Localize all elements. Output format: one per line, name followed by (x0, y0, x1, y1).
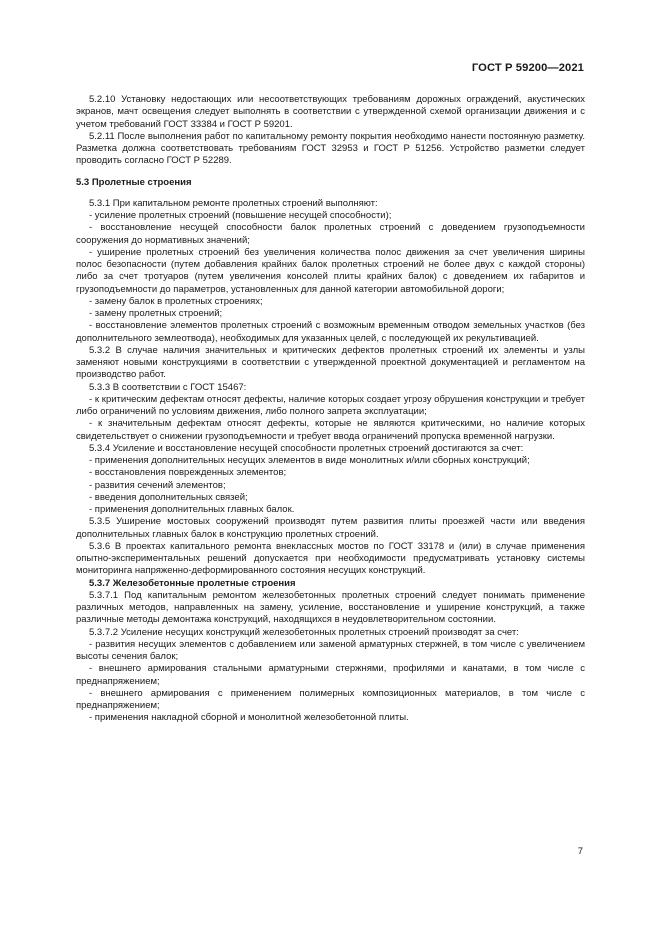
spacer (76, 189, 585, 198)
paragraph-5-3-5: 5.3.5 Уширение мостовых сооружений производят путем развития плиты проезжей части или введения дополнительных главных балок в конструкцию пролетных строений. (76, 516, 585, 540)
paragraph-5-3-7-1: 5.3.7.1 Под капитальным ремонтом железобетонных пролетных строений следует понимать применение различных методов, направленных на замену, усиление, восстановление и уширение конструкций, а также различные методы демонтажа конструкций, находящихся в неудовлетворительном состоянии. (76, 589, 585, 626)
list-item: - усиление пролетных строений (повышение несущей способности); (89, 210, 392, 221)
list-item: - введения дополнительных связей; (89, 491, 248, 503)
list-item: - уширение пролетных строений без увеличения количества полос движения за счет увеличения ширины полос безопасности (путем добавления крайних балок пролетных строений не более двух с каждой стороны) либо за счет тротуаров (путем увеличения консолей плиты крайних балок) с доведением их габаритов и грузоподъемности до параметров, установленных для данной категории автомобильной дороги; (76, 246, 585, 295)
document-body (76, 94, 585, 725)
page-number: 7 (577, 846, 583, 857)
list-item: - развития сечений элементов; (89, 479, 226, 491)
paragraph-5-3-6: 5.3.6 В проектах капитального ремонта внеклассных мостов по ГОСТ 33178 и (или) в случае применения опытно-экспериментальных решений допускается при необходимости предусматривать установку системы мониторинга напряженно-деформированного состояния несущих конструкций. (76, 540, 585, 577)
list-item: - развития несущих элементов с добавлением или заменой арматурных стержней, в том числе с увеличением высоты сечения балок; (76, 638, 585, 662)
list-item: - восстановление несущей способности балок пролетных строений с доведением грузоподъемности сооружения до нормативных значений; (76, 222, 585, 246)
paragraph-5-3-3: 5.3.3 В соответствии с ГОСТ 15467: (89, 381, 247, 393)
list-item: - замену балок в пролетных строениях; (89, 295, 263, 307)
list-item: - замену пролетных строений; (89, 308, 223, 319)
list-item: - применения накладной сборной и монолитной железобетонной плиты. (89, 712, 409, 724)
list-item: - применения дополнительных главных балок. (89, 504, 295, 515)
list-item: - к значительным дефектам относят дефекты, которые не являются критическими, но наличие которых свидетельствует о снижении грузоподъемности и требует ввода ограничений пропуска временной нагрузки. (76, 418, 585, 442)
list-item: - восстановления поврежденных элементов; (89, 467, 287, 479)
paragraph-5-3-2: 5.3.2 В случае наличия значительных и критических дефектов пролетных строений их элементы и узлы заменяют новыми конструкциями в соответствии с утвержденной проектной документацией и регламентом на производство работ. (76, 344, 585, 381)
paragraph-5-2-11: 5.2.11 После выполнения работ по капитальному ремонту покрытия необходимо нанести постоянную разметку. Разметка должна соответствовать требованиям ГОСТ 32953 и ГОСТ Р 51256. Устройство разметки следует проводить согласно ГОСТ Р 52289. (76, 130, 585, 167)
paragraph-5-3-7-2: 5.3.7.2 Усиление несущих конструкций железобетонных пролетных строений производят за счет: (89, 626, 519, 638)
list-item: - внешнего армирования стальными арматурными стержнями, профилями и канатами, в том числе с преднапряжением; (76, 663, 585, 687)
paragraph-5-2-10: 5.2.10 Установку недостающих или несоответствующих требованиям дорожных ограждений, акустических экранов, мачт освещения следует выполнять в соответствии с утвержденной схемой организации движения и с учетом требований ГОСТ 33384 и ГОСТ Р 59201. (76, 94, 585, 130)
section-heading-5-3: 5.3 Пролетные строения (76, 176, 192, 188)
spacer (76, 168, 585, 177)
list-item: - восстановление элементов пролетных строений с возможным временным отводом земельных участков (без дополнительного землеотвода), необходимых для указанных целей, с последующей их рекультивацией. (76, 320, 585, 344)
paragraph-5-3-4: 5.3.4 Усиление и восстановление несущей способности пролетных строений достигаются за счет: (89, 442, 524, 454)
section-heading-5-3-7: 5.3.7 Железобетонные пролетные строения (89, 577, 296, 589)
document-code-header: ГОСТ Р 59200—2021 (471, 62, 584, 74)
paragraph-5-3-1: 5.3.1 При капитальном ремонте пролетных строений выполняют: (89, 197, 378, 209)
list-item: - внешнего армирования с применением полимерных композиционных материалов, в том числе с преднапряжением; (76, 687, 585, 711)
list-item: - к критическим дефектам относят дефекты, наличие которых создает угрозу обрушения конструкции и требует либо ограничений по условиям движения, либо полного запрета эксплуатации; (76, 393, 585, 417)
list-item: - применения дополнительных несущих элементов в виде монолитных и/или сборных конструкций; (89, 455, 530, 466)
